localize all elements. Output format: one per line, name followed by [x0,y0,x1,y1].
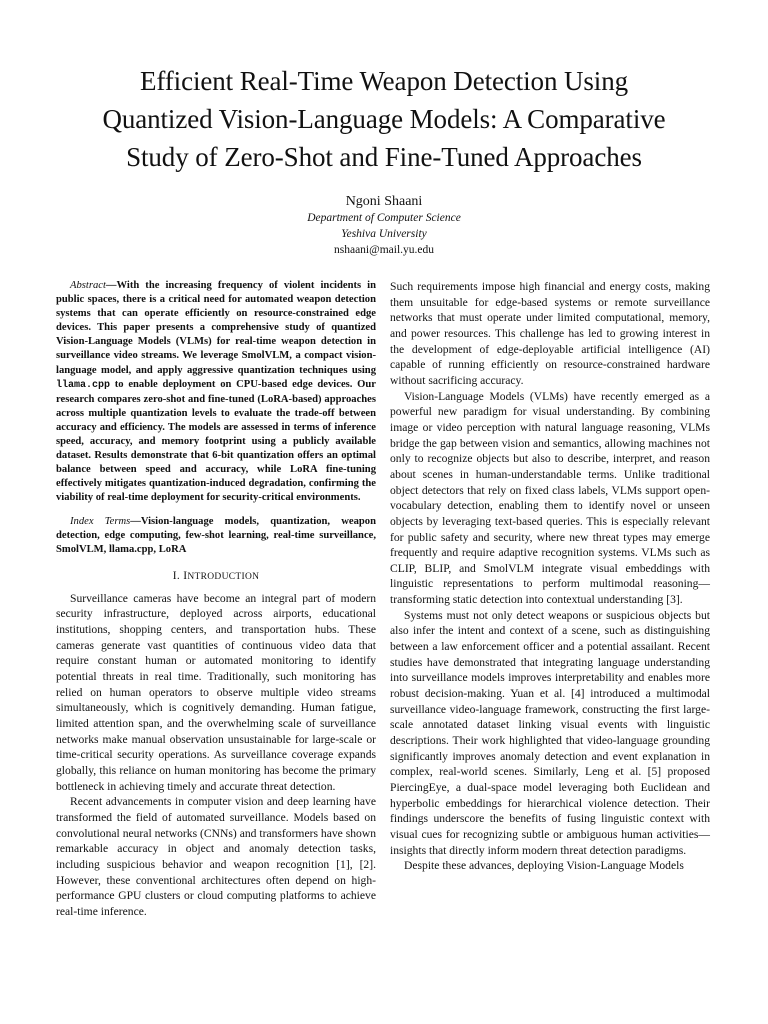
abstract-label: Abstract [70,280,106,291]
index-terms-label: Index Terms [70,515,131,527]
abstract [56,279,376,557]
abstract-text-part2: to enable deployment on CPU-based edge devices. Our research compares zero-shot and fine-tuned (LoRA-based) approaches across multiple quantization levels to evaluate the trade-off between accuracy and efficiency. The models are assessed in terms of inference speed, accuracy, and memory footprint using a publicly available dataset. Results demonstrate that 6-bit quantization offers an optimal balance between speed and accuracy, while LoRA fine-tuning effectively mitigates quantization-induced degradation, confirming the viability of real-time deployment for security-critical environments. [56,378,376,504]
right-column [390,279,710,874]
body-paragraph: Recent advancements in computer vision and deep learning have transformed the field of automated surveillance. Models based on convolutional neural networks (CNNs) and transformers have shown remarkable accuracy in object and anomaly detection tasks, including suspicious behavior and weapon recognition [1], [2]. However, these conventional architectures often depend on high-performance GPU clusters or cloud computing platforms to achieve real-time inference. [56,795,376,918]
title-line: Study of Zero-Shot and Fine-Tuned Approaches [126,142,642,172]
paper-title [40,62,728,176]
section-heading-introduction [56,568,376,585]
author-name: Ngoni Shaani [345,194,423,209]
body-paragraph: Systems must not only detect weapons or suspicious objects but also infer the intent and context of a scene, such as distinguishing between a law enforcement officer and a potential assailant. Recent studies have demonstrated that integrating language understanding into surveillance models improves interpretability and enables more robust decision-making. Yuan et al. [4] introduced a multimodal surveillance video-language framework, constructing the first large-scale annotated dataset linking visual events with linguistic descriptions. Their work highlighted that video-language grounding significantly improves anomaly detection and event explanation in complex, real-world scenes. Similarly, Leng et al. [5] proposed PiercingEye, a dual-space model leveraging both Euclidean and hyperbolic embeddings for hierarchical violence detection. Their findings underscore the benefits of fusing linguistic context with visual cues for recognizing subtle or ambiguous human activities—insights that directly inform modern threat detection paradigms. [390,608,710,857]
abstract-code: llama.cpp [56,379,111,391]
body-paragraph: Such requirements impose high financial and energy costs, making them unsuitable for edge-based systems or remote surveillance networks that must operate under limited computational, memory, and power resources. This challenge has led to growing interest in the development of edge-deployable artificial intelligence (AI) capable of running efficiently on resource-constrained hardware without sacrificing accuracy. [390,280,710,387]
body-paragraph: Surveillance cameras have become an integral part of modern security infrastructure, deployed across airports, educational institutions, shopping centers, and transportation hubs. These cameras generate vast quantities of continuous video data that require constant human or automated monitoring to identify potential threats in real time. Traditionally, such monitoring has relied on human operators to observe multiple video streams simultaneously, which is cognitively demanding. Human fatigue, limited attention span, and the overwhelming scale of surveillance networks make manual observation unsustainable for large-scale or time-critical security operations. As surveillance coverage expands globally, this reliance on human monitoring has become the primary bottleneck in achieving timely and accurate threat detection. [56,591,376,793]
author-email: nshaani@mail.yu.edu [333,244,434,256]
section-numeral: I. [172,569,184,582]
author-block [0,193,768,258]
author-university: Yeshiva University [341,228,427,240]
body-paragraph: Despite these advances, deploying Vision-Language Models [404,859,684,873]
title-line: Efficient Real-Time Weapon Detection Using [139,66,629,96]
title-line: Quantized Vision-Language Models: A Comparative [102,104,666,134]
body-paragraph: Vision-Language Models (VLMs) have recently emerged as a powerful new paradigm for visual understanding. By combining image or video perception with natural language reasoning, VLMs bridge the gap between vision and semantics, allowing machines not only to recognize objects but also to describe, interpret, and reason about scenes in human-understandable terms. Unlike traditional object detectors that rely on fixed class labels, VLMs support open-vocabulary detection, enabling them to identify novel or unseen objects by leveraging text-based queries. This is especially relevant for public safety and security, where new threat types may emerge frequently and require adaptive recognition systems. VLMs such as CLIP, BLIP, and SmolVLM integrate visual embeddings with linguistic representations to perform multimodal reasoning—transforming static detection into contextual understanding [3]. [390,389,710,607]
author-department: Department of Computer Science [307,212,461,224]
abstract-paragraph [56,279,376,506]
section-first-letter: I [183,569,188,582]
section-rest: NTRODUCTION [187,571,260,582]
abstract-text-part1: —With the increasing frequency of violent incidents in public spaces, there is a critical need for automated weapon detection systems that can operate efficiently on resource-constrained edge devices. This paper presents a comprehensive study of quantized Vision-Language Models (VLMs) for real-time weapon detection in surveillance video streams. We leverage SmolVLM, a compact vision-language model, and apply aggressive quantization techniques using [56,280,376,376]
index-terms-text: —Vision-language models, quantization, weapon detection, edge computing, few-shot learning, real-time surveillance, SmolVLM, llama.cpp, LoRA [56,515,376,555]
index-terms [56,515,376,557]
left-column [56,279,376,920]
